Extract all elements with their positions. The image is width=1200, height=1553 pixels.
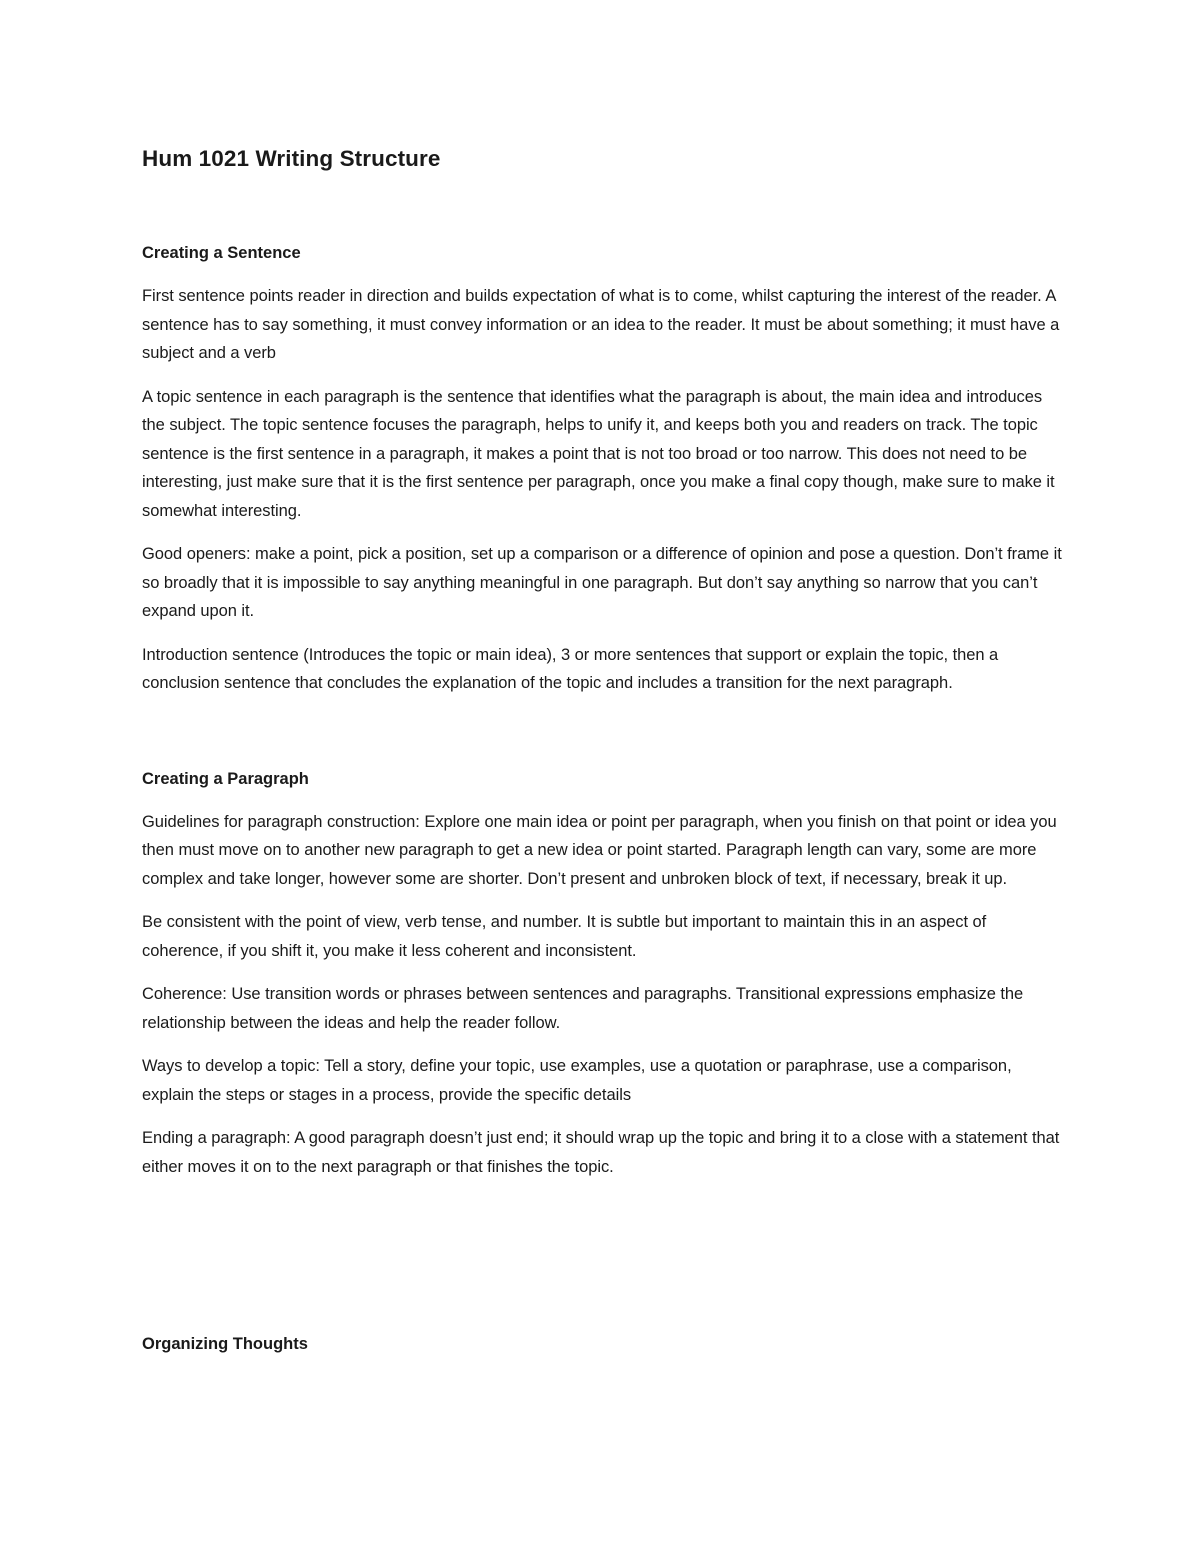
paragraph: A topic sentence in each paragraph is the sentence that identifies what the paragraph is about, the main idea and introduces the subject. The topic sentence focuses the paragraph, helps to unify it, and keeps both you and readers on track. The topic sentence is the first sentence in a paragraph, it makes a point that is not too broad or too narrow. This does not need to be interesting, just make sure that it is the first sentence per paragraph, once you make a final copy though, make sure to make it somewhat interesting. [142, 387, 1055, 520]
paragraph: First sentence points reader in direction and builds expectation of what is to come, whilst capturing the interest of the reader. A sentence has to say something, it must convey information or an idea to the reader. It must be about something; it must have a subject and a verb [142, 287, 1060, 362]
document-title: Hum 1021 Writing Structure [142, 146, 441, 171]
section-creating-a-paragraph [142, 766, 1062, 1182]
section-heading: Organizing Thoughts [142, 1335, 308, 1353]
section-creating-a-sentence [142, 240, 1062, 698]
paragraph: Ending a paragraph: A good paragraph doesn’t just end; it should wrap up the topic and bring it to a close with a statement that either moves it on to the next paragraph or that finishes the topic. [142, 1129, 1060, 1176]
section-organizing-thoughts [142, 1331, 1062, 1357]
paragraph: Be consistent with the point of view, verb tense, and number. It is subtle but important to maintain this in an aspect of coherence, if you shift it, you make it less coherent and inconsistent. [142, 913, 987, 960]
paragraph: Ways to develop a topic: Tell a story, define your topic, use examples, use a quotation or paraphrase, use a comparison, explain the steps or stages in a process, provide the specific details [142, 1057, 1012, 1104]
paragraph: Guidelines for paragraph construction: Explore one main idea or point per paragraph, when you finish on that point or idea you then must move on to another new paragraph to get a new idea or point started. Paragraph length can vary, some are more complex and take longer, however some are shorter. Don’t present and unbroken block of text, if necessary, break it up. [142, 812, 1057, 888]
section-heading: Creating a Sentence [142, 244, 301, 262]
document-content [142, 140, 1062, 1357]
paragraph: Coherence: Use transition words or phrases between sentences and paragraphs. Transitional expressions emphasize the relationship between the ideas and help the reader follow. [142, 985, 1024, 1032]
paragraph: Introduction sentence (Introduces the topic or main idea), 3 or more sentences that support or explain the topic, then a conclusion sentence that concludes the explanation of the topic and includes a transition for the next paragraph. [142, 645, 999, 692]
section-heading: Creating a Paragraph [142, 769, 309, 788]
paragraph: Good openers: make a point, pick a position, set up a comparison or a difference of opinion and pose a question. Don’t frame it so broadly that it is impossible to say anything meaningful in one paragraph. But don’t say anything so narrow that you can’t expand upon it. [142, 545, 1062, 620]
